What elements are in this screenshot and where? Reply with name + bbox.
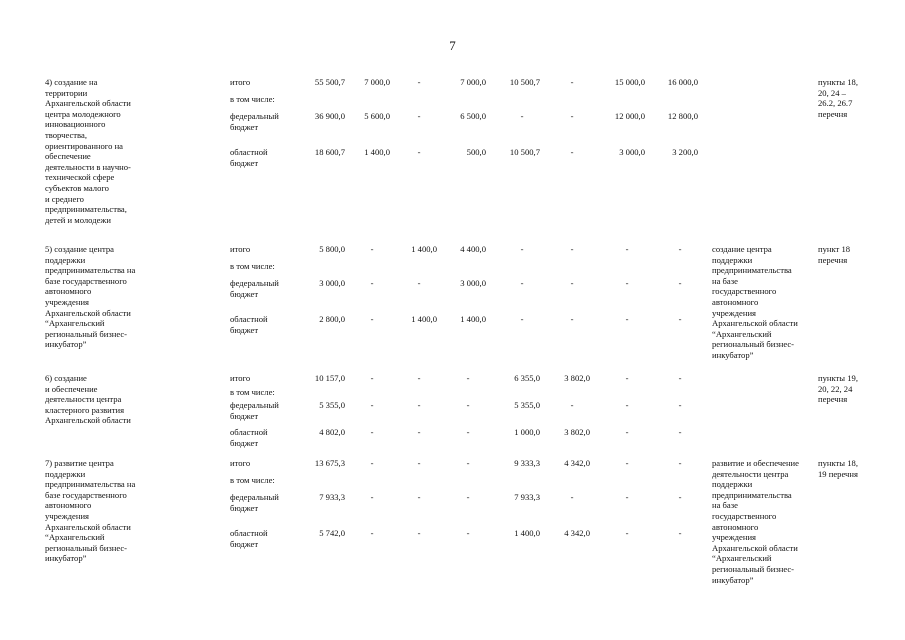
sub-label-oblast: областной бюджет <box>230 147 268 168</box>
value-cell: 500,0 <box>466 147 486 157</box>
value-cell: - <box>417 373 421 383</box>
value-cell: - <box>370 528 374 538</box>
activity-name: 5) создание центра поддержки предпринимательства на базе государственного автономного учреждения Архангельской области “Архангельский региональный бизнес- инкубатор” <box>45 244 136 350</box>
value-cell: - <box>417 147 421 157</box>
value-cell: 36 900,0 <box>314 111 345 121</box>
value-cell: - <box>570 147 574 157</box>
value-cell: - <box>520 278 524 288</box>
value-cell: 4 802,0 <box>319 427 345 437</box>
activity-name: 7) развитие центра поддержки предпринимательства на базе государственного автономного учреждения Архангельской области “Архангельский региональный бизнес- инкубатор” <box>45 458 136 564</box>
value-cell: 1 400,0 <box>460 314 486 324</box>
value-cell: - <box>625 492 629 502</box>
value-cell: - <box>520 111 524 121</box>
value-cell: 3 000,0 <box>619 147 645 157</box>
value-cell: 3 802,0 <box>564 373 590 383</box>
value-cell: 4 342,0 <box>564 528 590 538</box>
value-cell: 5 355,0 <box>319 400 345 410</box>
value-cell: 2 800,0 <box>319 314 345 324</box>
value-cell: - <box>417 77 421 87</box>
sub-label-v-tom-chisle: в том числе: <box>230 94 275 104</box>
value-cell: 13 675,3 <box>314 458 345 468</box>
value-cell: 5 800,0 <box>319 244 345 254</box>
value-cell: - <box>625 400 629 410</box>
value-cell: - <box>625 244 629 254</box>
value-cell: - <box>570 111 574 121</box>
value-cell: - <box>466 373 470 383</box>
value-cell: 5 742,0 <box>319 528 345 538</box>
value-cell: - <box>570 77 574 87</box>
sub-label-v-tom-chisle: в том числе: <box>230 475 275 485</box>
value-cell: - <box>570 400 574 410</box>
value-cell: - <box>570 314 574 324</box>
value-cell: 1 400,0 <box>514 528 540 538</box>
value-cell: - <box>678 314 682 324</box>
value-cell: - <box>417 492 421 502</box>
value-cell: - <box>570 278 574 288</box>
value-cell: - <box>466 528 470 538</box>
value-cell: 15 000,0 <box>614 77 645 87</box>
value-cell: - <box>417 278 421 288</box>
program-reference: пункты 18, 19 перечня <box>818 458 858 479</box>
value-cell: - <box>625 373 629 383</box>
value-cell: - <box>370 400 374 410</box>
sub-label-federal: федеральный бюджет <box>230 111 279 132</box>
value-cell: 3 000,0 <box>460 278 486 288</box>
sub-label-itogo: итого <box>230 373 251 383</box>
value-cell: - <box>678 492 682 502</box>
sub-label-itogo: итого <box>230 458 251 468</box>
value-cell: - <box>466 400 470 410</box>
value-cell: - <box>417 458 421 468</box>
value-cell: 3 000,0 <box>319 278 345 288</box>
value-cell: - <box>417 111 421 121</box>
value-cell: - <box>625 314 629 324</box>
result-description: создание центра поддержки предпринимательства на базе государственного автономного учреждения Архангельской области “Архангельский региональный бизнес- инкубатор” <box>712 244 798 360</box>
value-cell: 5 600,0 <box>364 111 390 121</box>
value-cell: - <box>370 373 374 383</box>
value-cell: - <box>678 400 682 410</box>
program-reference: пункты 19, 20, 22, 24 перечня <box>818 373 858 405</box>
value-cell: - <box>466 492 470 502</box>
value-cell: - <box>678 427 682 437</box>
activity-name: 4) создание на территории Архангельской области центра молодежного инновационного творчества, ориентированного на обеспечение деятельности в научно- технической сфере субъектов малого и среднего предпринимательства, детей и молодежи <box>45 77 131 225</box>
sub-label-itogo: итого <box>230 77 251 87</box>
value-cell: - <box>625 458 629 468</box>
value-cell: 5 355,0 <box>514 400 540 410</box>
value-cell: 16 000,0 <box>667 77 698 87</box>
value-cell: 6 500,0 <box>460 111 486 121</box>
value-cell: - <box>466 458 470 468</box>
value-cell: - <box>678 528 682 538</box>
value-cell: - <box>570 492 574 502</box>
sub-label-federal: федеральный бюджет <box>230 278 279 299</box>
value-cell: 7 000,0 <box>460 77 486 87</box>
value-cell: 1 400,0 <box>411 244 437 254</box>
value-cell: 4 342,0 <box>564 458 590 468</box>
sub-label-itogo: итого <box>230 244 251 254</box>
value-cell: 1 000,0 <box>514 427 540 437</box>
result-description: развитие и обеспечение деятельности центра поддержки предпринимательства на базе государственного автономного учреждения Архангельской области “Архангельский региональный бизнес- инкубатор” <box>712 458 799 585</box>
value-cell: - <box>520 314 524 324</box>
value-cell: - <box>370 458 374 468</box>
sub-label-federal: федеральный бюджет <box>230 400 279 421</box>
page-number: 7 <box>449 38 456 53</box>
value-cell: 18 600,7 <box>314 147 345 157</box>
value-cell: 7 933,3 <box>514 492 540 502</box>
value-cell: 3 802,0 <box>564 427 590 437</box>
value-cell: - <box>678 244 682 254</box>
value-cell: - <box>370 278 374 288</box>
value-cell: - <box>570 244 574 254</box>
value-cell: 10 157,0 <box>314 373 345 383</box>
value-cell: 1 400,0 <box>411 314 437 324</box>
sub-label-v-tom-chisle: в том числе: <box>230 387 275 397</box>
value-cell: 9 333,3 <box>514 458 540 468</box>
program-reference: пункты 18, 20, 24 – 26.2, 26.7 перечня <box>818 77 858 119</box>
program-reference: пункт 18 перечня <box>818 244 851 265</box>
value-cell: 12 800,0 <box>667 111 698 121</box>
value-cell: - <box>370 244 374 254</box>
value-cell: 12 000,0 <box>614 111 645 121</box>
value-cell: 7 933,3 <box>319 492 345 502</box>
sub-label-oblast: областной бюджет <box>230 314 268 335</box>
activity-name: 6) создание и обеспечение деятельности центра кластерного развития Архангельской области <box>45 373 131 426</box>
value-cell: - <box>678 458 682 468</box>
sub-label-oblast: областной бюджет <box>230 427 268 448</box>
value-cell: 1 400,0 <box>364 147 390 157</box>
value-cell: - <box>625 427 629 437</box>
sub-label-federal: федеральный бюджет <box>230 492 279 513</box>
value-cell: - <box>370 492 374 502</box>
value-cell: 4 400,0 <box>460 244 486 254</box>
value-cell: - <box>678 278 682 288</box>
value-cell: - <box>466 427 470 437</box>
value-cell: 6 355,0 <box>514 373 540 383</box>
sub-label-v-tom-chisle: в том числе: <box>230 261 275 271</box>
value-cell: - <box>417 528 421 538</box>
value-cell: 10 500,7 <box>509 77 540 87</box>
value-cell: - <box>370 314 374 324</box>
value-cell: 10 500,7 <box>509 147 540 157</box>
value-cell: - <box>370 427 374 437</box>
value-cell: 55 500,7 <box>314 77 345 87</box>
value-cell: 3 200,0 <box>672 147 698 157</box>
value-cell: 7 000,0 <box>364 77 390 87</box>
sub-label-oblast: областной бюджет <box>230 528 268 549</box>
value-cell: - <box>417 427 421 437</box>
value-cell: - <box>520 244 524 254</box>
value-cell: - <box>417 400 421 410</box>
value-cell: - <box>625 528 629 538</box>
value-cell: - <box>625 278 629 288</box>
value-cell: - <box>678 373 682 383</box>
